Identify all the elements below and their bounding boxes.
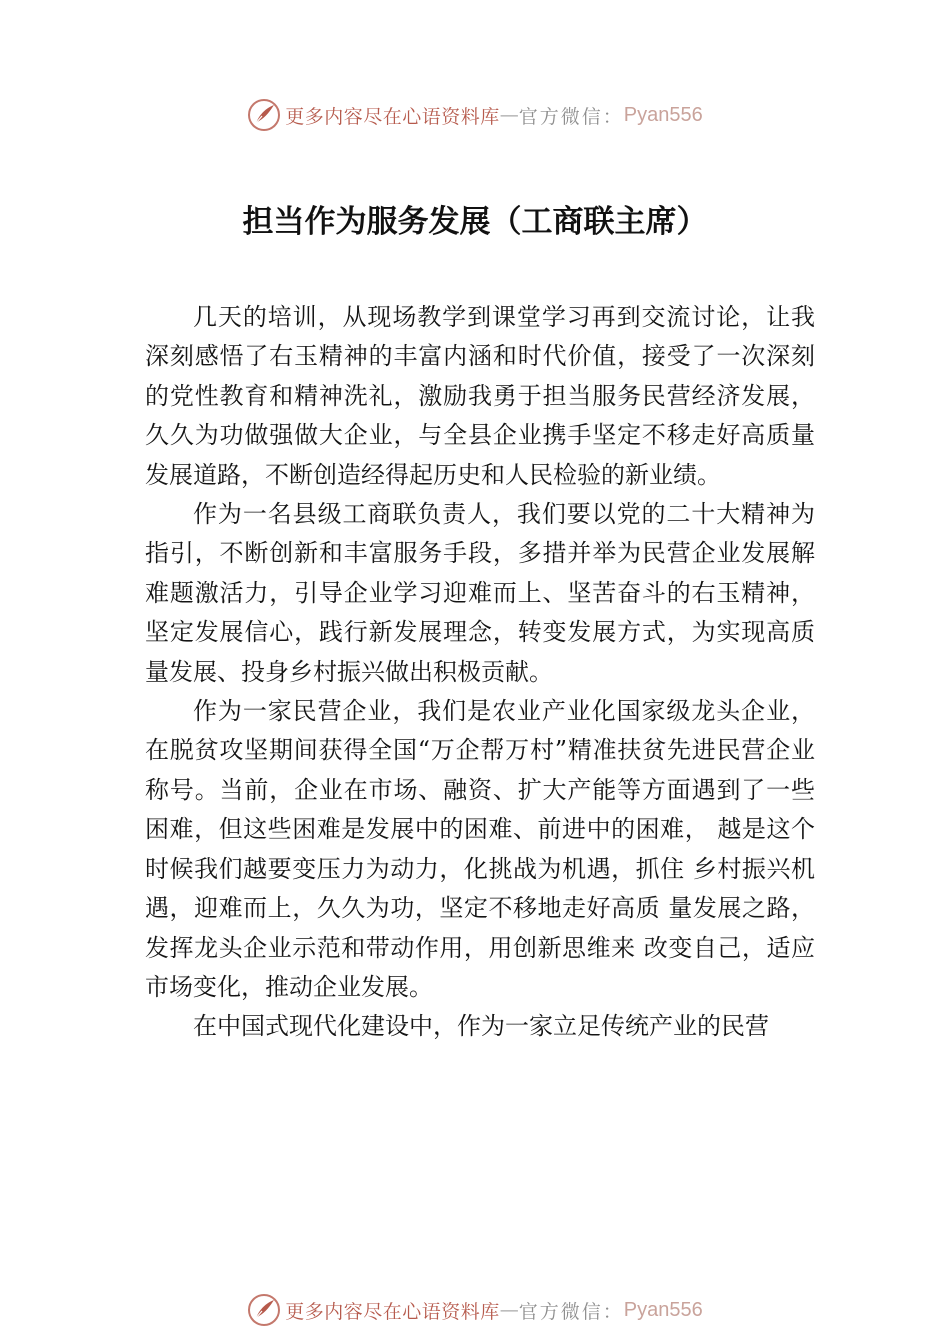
header-watermark <box>0 95 950 135</box>
document-body <box>145 298 815 1047</box>
watermark-separator: — <box>499 104 519 126</box>
footer-watermark <box>0 1290 950 1330</box>
paragraph-2: 作为一名县级工商联负责人，我们要以党的二十大精神为指引，不断创新和丰富服务手段，多措并举为民营企业发展解难题激活力，引导企业学习迎难而上、坚苦奋斗的右玉精神，坚定发展信心，践行新发展理念，转变发展方式，为实现高质量发展、投身乡村振兴做出积极贡献。 <box>145 500 815 686</box>
paragraph-3: 作为一家民营企业，我们是农业产业化国家级龙头企业，在脱贫攻坚期间获得全国“万企帮万村”精准扶贫先进民营企业称号。当前，企业在市场、融资、扩大产能等方面遇到了一些困难，但这些困难是发展中的困难、前进中的困难， 越是这个时候我们越要变压力为动力，化挑战为机遇，抓住 乡村振兴机遇，迎难而上，久久为功，坚定不移地走好高质 量发展之路，发挥龙头企业示范和带动作用，用创新思维来 改变自己，适应市场变化，推动企业发展。 <box>145 697 815 1001</box>
paragraph-4: 在中国式现代化建设中，作为一家立足传统产业的民营 <box>193 1012 769 1041</box>
document-title: 担当作为服务发展（工商联主席） <box>242 204 708 240</box>
watermark-site-text: 更多内容尽在心语资料库 <box>285 105 500 128</box>
watermark-site-text: 更多内容尽在心语资料库 <box>285 1300 500 1323</box>
watermark-wechat-id: Pyan556 <box>623 103 703 126</box>
watermark-wechat-label: 官方微信： <box>518 105 624 128</box>
watermark-separator: — <box>499 1299 519 1321</box>
watermark-wechat-id: Pyan556 <box>623 1298 703 1321</box>
watermark-wechat-label: 官方微信： <box>518 1300 624 1323</box>
quill-pen-logo-icon <box>247 98 281 132</box>
quill-pen-logo-icon <box>247 1293 281 1327</box>
paragraph-1: 几天的培训，从现场教学到课堂学习再到交流讨论，让我深刻感悟了右玉精神的丰富内涵和时代价值，接受了一次深刻的党性教育和精神洗礼，激励我勇于担当服务民营经济发展，久久为功做强做大企业，与全县企业携手坚定不移走好高质量发展道路，不断创造经得起历史和人民检验的新业绩。 <box>145 303 815 489</box>
